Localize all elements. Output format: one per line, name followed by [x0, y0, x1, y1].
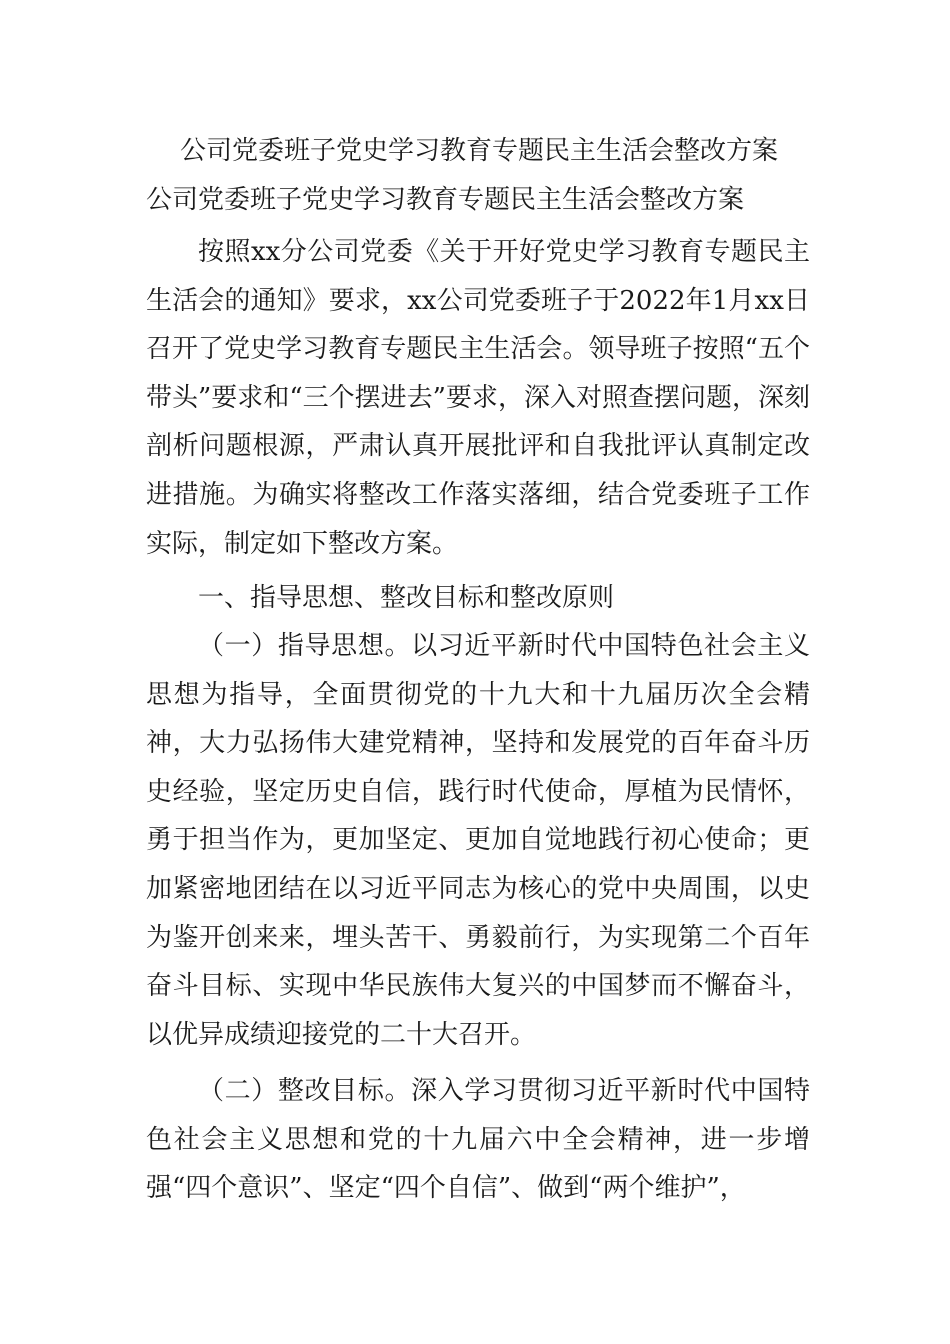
document-subtitle: 公司党委班子党史学习教育专题民主生活会整改方案 — [146, 185, 745, 215]
guiding-thought-paragraph: （一）指导思想。以习近平新时代中国特色社会主义思想为指导，全面贯彻党的十九大和十九届历次全会精神，大力弘扬伟大建党精神，坚持和发展党的百年奋斗历史经验，坚定历史自信，践行时代使命，厚植为民情怀，勇于担当作为，更加坚定、更加自觉地践行初心使命；更加紧密地团结在以习近平同志为核心的党中央周围，以史为鉴开创来来，埋头苦干、勇毅前行，为实现第二个百年奋斗目标、实现中华民族伟大复兴的中国梦而不懈奋斗，以优异成绩迎接党的二十大召开。 — [146, 631, 810, 1050]
document-title: 公司党委班子党史学习教育专题民主生活会整改方案 — [180, 136, 779, 166]
rectification-goal-paragraph: （二）整改目标。深入学习贯彻习近平新时代中国特色社会主义思想和党的十九届六中全会精神，进一步增强“四个意识”、坚定“四个自信”、做到“两个维护”， — [146, 1076, 810, 1204]
section-heading: 一、指导思想、整改目标和整改原则 — [198, 583, 615, 613]
intro-paragraph: 按照xx分公司党委《关于开好党史学习教育专题民主生活会的通知》要求，xx公司党委班子于2022年1月xx日召开了党史学习教育专题民主生活会。领导班子按照“五个带头”要求和“三个摆进去”要求，深入对照查摆问题，深刻剖析问题根源，严肃认真开展批评和自我批评认真制定改进措施。为确实将整改工作落实落细，结合党委班子工作实际，制定如下整改方案。 — [146, 237, 810, 559]
